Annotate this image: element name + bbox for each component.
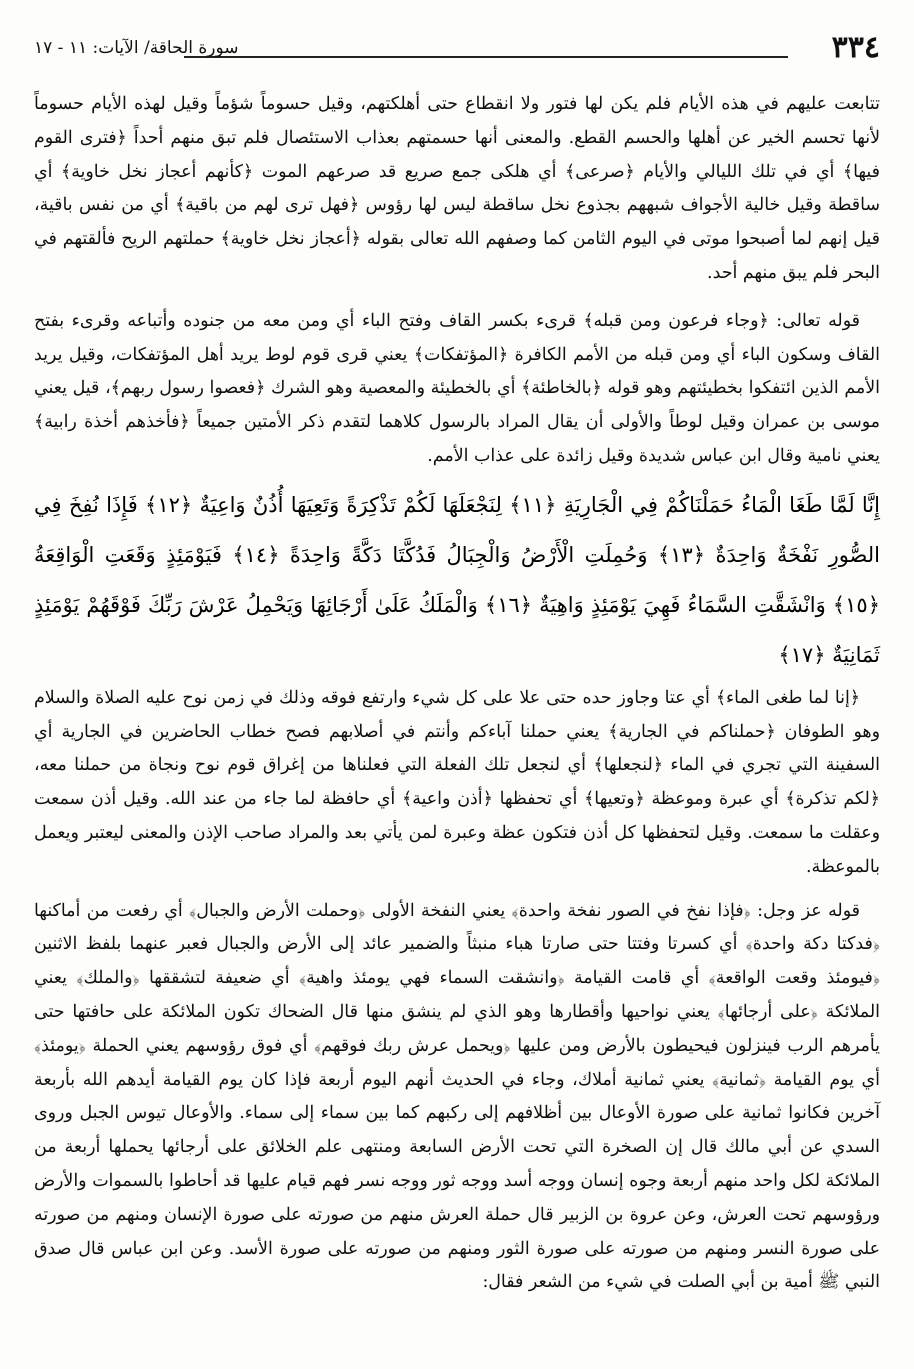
document-page [34, 30, 880, 1350]
commentary-paragraph: قوله عز وجل: ﴿فإذا نفخ في الصور نفخة واحدة﴾ يعني النفخة الأولى ﴿وحملت الأرض والجبال﴾ أي رفعت من أماكنها ﴿فدكتا دكة واحدة﴾ أي كسرتا وفتتا حتى صارتا هباء منبثاً والضمير عائد إلى الأرض والجبال فعبر عنهما بلفظ الاثنين ﴿فيومئذ وقعت الواقعة﴾ أي قامت القيامة ﴿وانشقت السماء فهي يومئذ واهية﴾ أي ضعيفة لتشققها ﴿والملك﴾ يعني الملائكة ﴿على أرجائها﴾ يعني نواحيها وأقطارها وهو الذي لم ينشق منها قال الضحاك تكون الملائكة على حافتها حتى يأمرهم الرب فينزلون فيحيطون بالأرض ومن عليها ﴿ويحمل عرش ربك فوقهم﴾ أي فوق رؤوسهم يعني الحملة ﴿يومئذ﴾ أي يوم القيامة ﴿ثمانية﴾ يعني ثمانية أملاك، وجاء في الحديث أنهم اليوم أربعة فإذا كان يوم القيامة أيدهم الله بأربعة آخرين فكانوا ثمانية على صورة الأوعال بين أظلافهم إلى ركبهم كما بين سماء إلى سماء. والأوعال تيوس الجبل وروى السدي عن أبي مالك قال إن الصخرة التي تحت الأرض السابعة ومنتهى علم الخلائق على أرجائها يحملها أربعة من الملائكة لكل واحد منهم أربعة وجوه إنسان ووجه أسد ووجه ثور ووجه نسر فهم قيام عليها قد أحاطوا بالسموات والأرض ورؤوسهم تحت العرش، وعن عروة بن الزبير قال حملة العرش منهم من صورته على صورة الإنسان ومنهم من صورته على صورة النسر ومنهم من صورته على صورة الثور ومنهم من صورته على صورة الأسد. وعن ابن عباس قال صدق النبي ﷺ أمية بن أبي الصلت في شيء من الشعر فقال: [34, 900, 880, 1293]
body-paragraph: تتابعت عليهم في هذه الأيام فلم يكن لها فتور ولا انقطاع حتى أهلكتهم، وقيل حسوماً شؤماً وقيل لهذه الأيام حسوماً لأنها تحسم الخير عن أهلها والحسم القطع. والمعنى أنها حسمتهم بعذاب الاستئصال فلم تبق منهم أحداً ﴿فترى القوم فيها﴾ أي في تلك الليالي والأيام ﴿صرعى﴾ أي هلكى جمع صريع قد صرعهم الموت ﴿كأنهم أعجاز نخل خاوية﴾ أي ساقطة وقيل خالية الأجواف شبههم بجذوع نخل ساقطة ليس لها رؤوس ﴿فهل ترى لهم من باقية﴾ أي من نفس باقية، قيل إنهم لما أصبحوا موتى في اليوم الثامن كما وصفهم الله تعالى بقوله ﴿أعجاز نخل خاوية﴾ حملتهم الريح فألقتهم في البحر فلم يبق منهم أحد. [34, 94, 880, 283]
running-title: سورة الحاقة/ الآيات: ١١ - ١٧ [34, 38, 239, 58]
header-rule [184, 56, 788, 58]
commentary-paragraph: ﴿إنا لما طغى الماء﴾ أي عتا وجاوز حده حتى علا على كل شيء وارتفع فوقه وذلك في زمن نوح عليه الصلاة والسلام وهو الطوفان ﴿حملناكم في الجارية﴾ يعني حملنا آباءكم وأنتم في أصلابهم فصح خطاب الحاضرين في الجارية أي السفينة التي تجري في الماء ﴿لنجعلها﴾ أي لنجعل تلك الفعلة التي فعلناها من إغراق قوم نوح ونجاة من حملنا معه، ﴿لكم تذكرة﴾ أي عبرة وموعظة ﴿وتعيها﴾ أي تحفظها ﴿أذن واعية﴾ أي حافظة لما جاء من عند الله. وقيل أذن سمعت وعقلت ما سمعت. وقيل لتحفظها كل أذن فتكون عظة وعبرة لمن يأتي بعد والمراد صاحب الإذن والمعنى ليعتبر ويعمل بالموعظة. [34, 687, 880, 877]
quran-verses: إِنَّا لَمَّا طَغَا الْمَاءُ حَمَلْنَاكُمْ فِي الْجَارِيَةِ ﴿١١﴾ لِنَجْعَلَهَا لَكُمْ تَذْكِرَةً وَتَعِيَهَا أُذُنٌ وَاعِيَةٌ ﴿١٢﴾ فَإِذَا نُفِخَ فِي الصُّورِ نَفْخَةٌ وَاحِدَةٌ ﴿١٣﴾ وَحُمِلَتِ الْأَرْضُ وَالْجِبَالُ فَدُكَّتَا دَكَّةً وَاحِدَةً ﴿١٤﴾ فَيَوْمَئِذٍ وَقَعَتِ الْوَاقِعَةُ ﴿١٥﴾ وَانْشَقَّتِ السَّمَاءُ فَهِيَ يَوْمَئِذٍ وَاهِيَةٌ ﴿١٦﴾ وَالْمَلَكُ عَلَىٰ أَرْجَائِهَا وَيَحْمِلُ عَرْشَ رَبِّكَ فَوْقَهُمْ يَوْمَئِذٍ ثَمَانِيَةٌ ﴿١٧﴾ [34, 492, 881, 667]
page-header [34, 30, 880, 66]
body-paragraph: قوله تعالى: ﴿وجاء فرعون ومن قبله﴾ قرىء بكسر القاف وفتح الباء أي ومن معه من جنوده وأتباعه وقرىء بفتح القاف وسكون الباء أي ومن قبله من الأمم الكافرة ﴿المؤتفكات﴾ يعني قرى قوم لوط يريد أهل المؤتفكات، وقيل يريد الأمم الذين ائتفكوا بخطيئتهم وهو قوله ﴿بالخاطئة﴾ أي بالخطيئة والمعصية وهو الشرك ﴿فعصوا رسول ربهم﴾، قيل يعني موسى بن عمران وقيل لوطاً والأولى أن يقال المراد بالرسول كلاهما لتقدم ذكر الأمتين جميعاً ﴿فأخذهم أخذة رابية﴾ يعني نامية وقال ابن عباس شديدة وقيل زائدة على عذاب الأمم. [34, 310, 880, 466]
page-number: ٣٣٤ [831, 30, 880, 65]
